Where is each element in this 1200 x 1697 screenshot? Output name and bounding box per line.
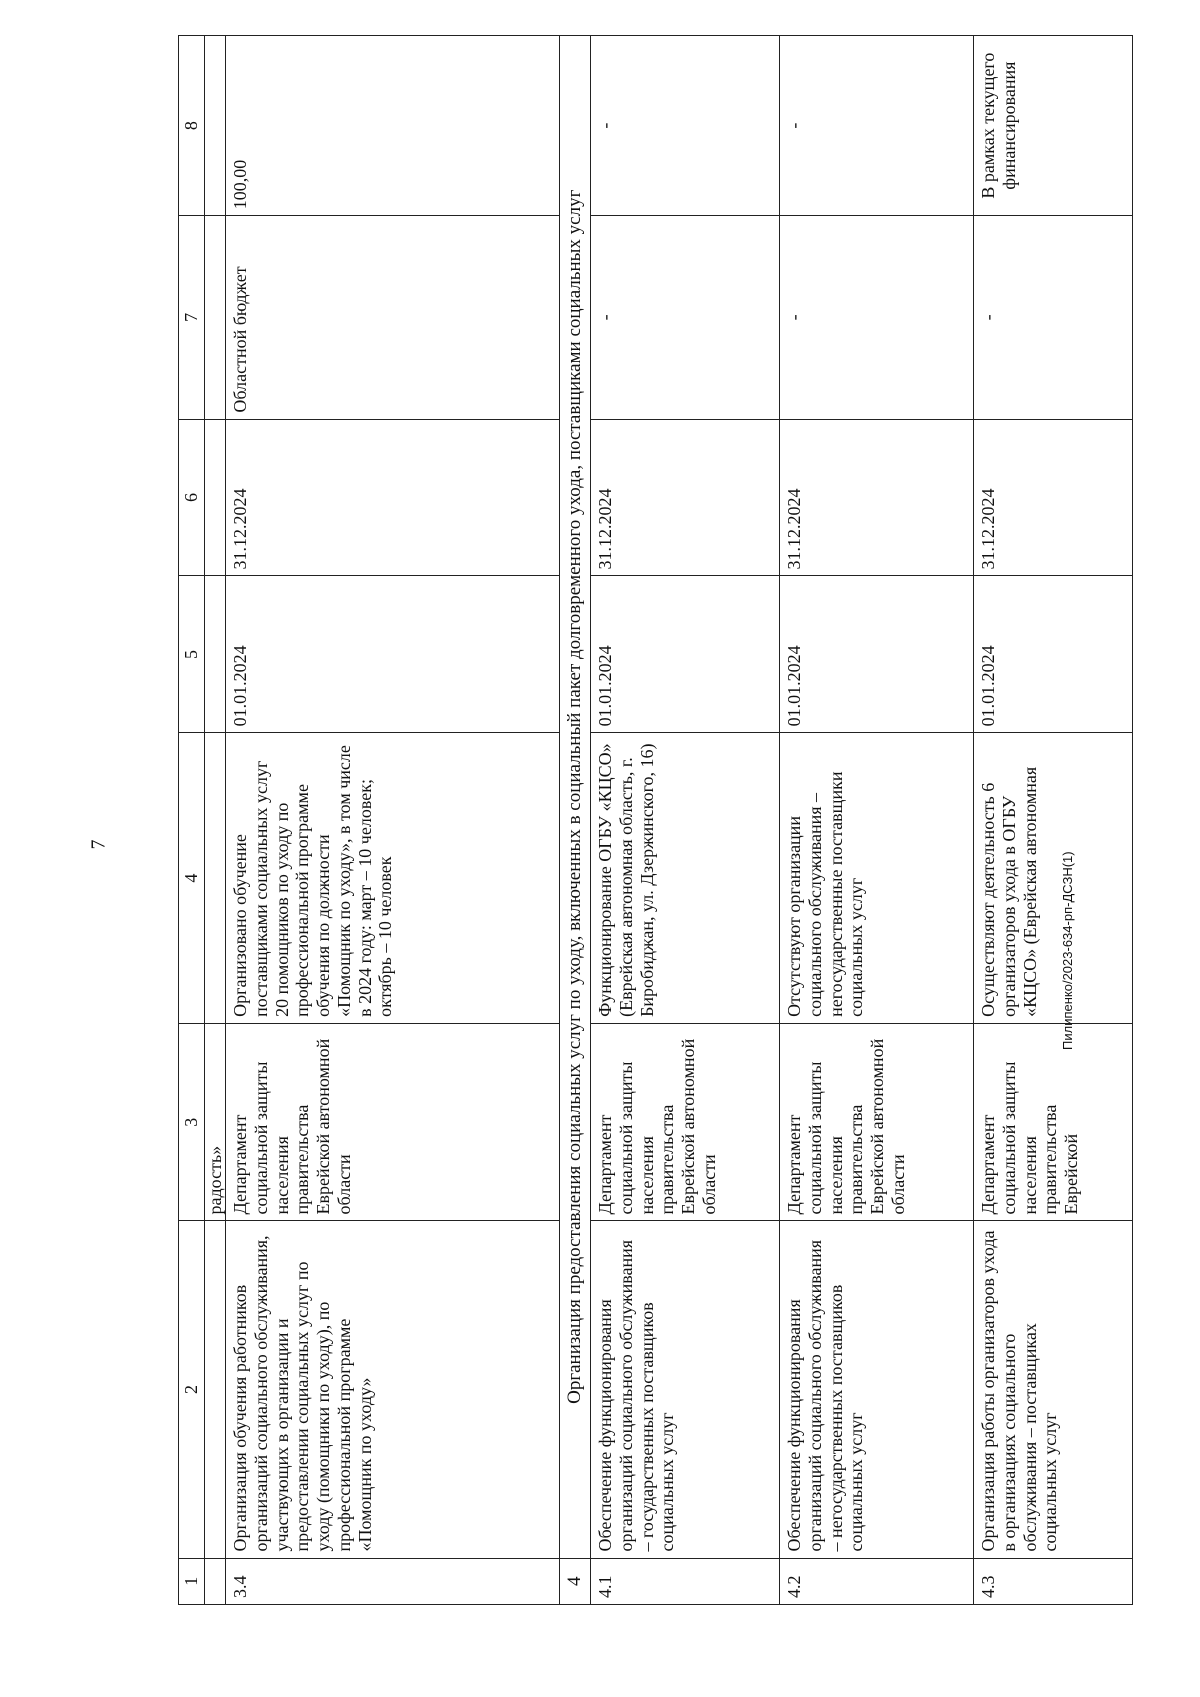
header-cell: 7: [179, 216, 205, 419]
table-row: [974, 36, 1133, 1605]
row-number: 3.4: [226, 1558, 560, 1604]
plan-table-container: [178, 35, 1200, 1605]
row-number: 4.1: [591, 1558, 780, 1604]
header-cell: 3: [179, 1023, 205, 1221]
table-header-row: [179, 36, 205, 1605]
amount-cell: -: [780, 36, 974, 216]
responsible-cell: Департамент социальной защиты населения правительства Еврейской: [974, 1023, 1133, 1221]
start-date-cell: 01.01.2024: [974, 576, 1133, 733]
source-cell: Областной бюджет: [226, 216, 560, 419]
event-cell: Обеспечение функционирования организаций социального обслуживания – негосударственных поставщиков социальных услуг: [780, 1221, 974, 1558]
amount-cell: -: [591, 36, 780, 216]
event-cell: Организация работы организаторов ухода в организациях социального обслуживания – поставщиках социальных услуг: [974, 1221, 1133, 1558]
event-cell: Организация обучения работников организаций социального обслуживания, участвующих в организации и предоставлении социальных услуг по уходу (помощники по уходу), по профессиональной программе «Помощник по уходу»: [226, 1221, 560, 1558]
carry-over-row: [204, 36, 226, 1605]
row-number: 4.2: [780, 1558, 974, 1604]
result-cell: Функционирование ОГБУ «КЦСО» (Еврейская автономная область, г. Биробиджан, ул. Дзержинского, 16): [591, 733, 780, 1024]
section-row: [560, 36, 591, 1605]
table-row: [226, 36, 560, 1605]
end-date-cell: 31.12.2024: [974, 419, 1133, 576]
header-cell: 8: [179, 36, 205, 216]
end-date-cell: 31.12.2024: [591, 419, 780, 576]
result-cell: Осуществляют деятельность 6 организаторов ухода в ОГБУ «КЦСО» (Еврейская автономная: [974, 733, 1133, 1024]
header-cell: 5: [179, 576, 205, 733]
source-cell: -: [780, 216, 974, 419]
start-date-cell: 01.01.2024: [226, 576, 560, 733]
section-title: Организация предоставления социальных услуг по уходу, включенных в социальный пакет долговременного ухода, поставщиками социальных услуг: [560, 36, 591, 1559]
source-cell: -: [974, 216, 1133, 419]
carry-over-text: радость»: [204, 1023, 226, 1221]
start-date-cell: 01.01.2024: [780, 576, 974, 733]
end-date-cell: 31.12.2024: [226, 419, 560, 576]
event-cell: Обеспечение функционирования организаций социального обслуживания – государственных поставщиков социальных услуг: [591, 1221, 780, 1558]
end-date-cell: 31.12.2024: [780, 419, 974, 576]
result-cell: Отсутствуют организации социального обслуживания – негосударственные поставщики социальных услуг: [780, 733, 974, 1024]
page-number: 7: [87, 839, 110, 850]
start-date-cell: 01.01.2024: [591, 576, 780, 733]
amount-cell: В рамках текущего финансирования: [974, 36, 1133, 216]
header-cell: 4: [179, 733, 205, 1024]
responsible-cell: Департамент социальной защиты населения правительства Еврейской автономной области: [226, 1023, 560, 1221]
section-number: 4: [560, 1558, 591, 1604]
table-row: [591, 36, 780, 1605]
responsible-cell: Департамент социальной защиты населения правительства Еврейской автономной области: [780, 1023, 974, 1221]
header-cell: 6: [179, 419, 205, 576]
responsible-cell: Департамент социальной защиты населения правительства Еврейской автономной области: [591, 1023, 780, 1221]
header-cell: 2: [179, 1221, 205, 1558]
amount-cell: 100,00: [226, 36, 560, 216]
header-cell: 1: [179, 1558, 205, 1604]
table-row: [780, 36, 974, 1605]
row-number: 4.3: [974, 1558, 1133, 1604]
footer-reference: Пилипенко/2023-634-рп-ДСЗН(1): [1060, 851, 1075, 1050]
source-cell: -: [591, 216, 780, 419]
result-cell: Организовано обучение поставщиками социальных услуг 20 помощников по уходу по профессиональной программе обучения по должности «Помощник по уходу», в том числе в 2024 году: март – 10 человек; октябрь – 10 человек: [226, 733, 560, 1024]
plan-table: [178, 35, 1133, 1605]
